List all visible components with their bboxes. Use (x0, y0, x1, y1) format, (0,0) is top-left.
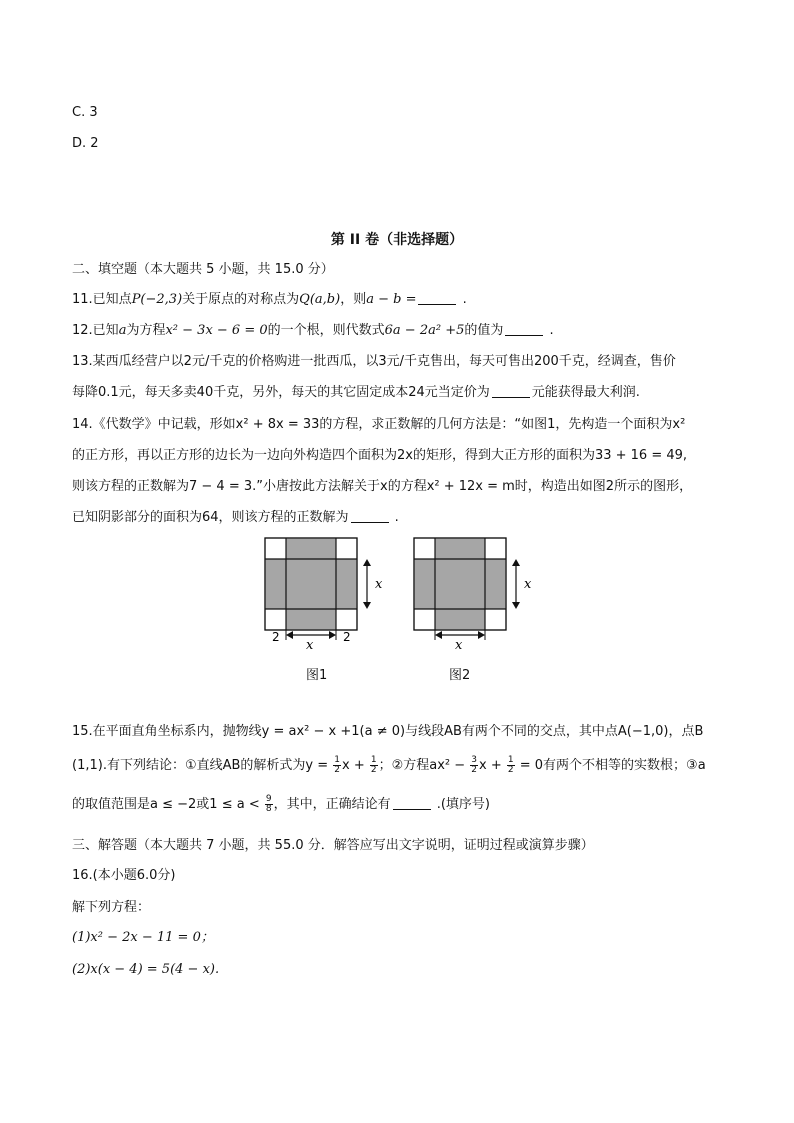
q15-line3-b: ，其中，正确结论有 (273, 797, 391, 812)
q15-line3-a: 的取值范围是a ≤ −2或1 ≤ a < (72, 797, 264, 812)
question-14-line-1: 14.《代数学》中记载，形如x² + 8x = 33的方程，求正数解的几何方法是：“如图1，先构造一个面积为x² (72, 417, 686, 432)
q15-line2-a: (1,1).有下列结论：①直线AB的解析式为y = (72, 758, 333, 773)
option-c: C. 3 (72, 105, 98, 120)
q11-mid2: ，则 (340, 292, 367, 307)
question-13-line-1: 13.某西瓜经营户以2元/千克的价格购进一批西瓜，以3元/千克售出，每天可售出200千克，经调查，售价 (72, 354, 676, 369)
q12-var: a (118, 323, 127, 338)
q11-mid: 关于原点的对称点为 (182, 292, 300, 307)
q12-equation: x² − 3x − 6 = 0 (165, 323, 268, 338)
question-11 (72, 291, 467, 309)
q15-line2-c: ；②方程ax² − (378, 758, 470, 773)
q11-point-p: P(−2,3) (131, 292, 183, 307)
q12-mid3: 的值为 (464, 323, 504, 338)
q12-expr: 6a − 2a² +5 (384, 323, 465, 338)
q12-mid: 为方程 (126, 323, 166, 338)
q11-prefix: 11.已知点 (72, 292, 132, 307)
answer-blank (492, 385, 530, 398)
answer-blank (505, 323, 543, 336)
answer-blank (351, 510, 389, 523)
figure-1-diagram (262, 535, 392, 653)
q15-line2-e: = 0有两个不相等的实数根；③a (515, 758, 706, 773)
fraction: $\frac{1}{2}$ (334, 755, 341, 775)
fraction: $\frac{1}{2}$ (370, 755, 377, 775)
figure-2-caption: 图2 (449, 668, 471, 683)
fraction: $\frac{3}{2}$ (471, 755, 478, 775)
q12-prefix: 12.已知 (72, 323, 119, 338)
fraction: $\frac{1}{2}$ (507, 755, 514, 775)
question-15-line-1: 15.在平面直角坐标系内，抛物线y = ax² − x +1(a ≠ 0)与线段AB有两个不同的交点，其中点A(−1,0)，点B (72, 724, 704, 739)
question-14-line-4 (72, 509, 399, 527)
q11-expr: a − b = (366, 292, 417, 307)
option-d: D. 2 (72, 136, 99, 151)
question-16-part-2: (2)x(x − 4) = 5(4 − x). (72, 962, 220, 977)
q12-end: . (545, 323, 554, 338)
q11-end: . (458, 292, 467, 307)
answer-blank (418, 292, 456, 305)
q15-line2-b: x + (342, 758, 369, 773)
shaded-horizontal-band (265, 559, 357, 609)
fig1-corner-left-label: 2 (272, 630, 280, 644)
question-14-line-2: 的正方形，再以正方形的边长为一边向外构造四个面积为2x的矩形，得到大正方形的面积为33 + 16 = 49, (72, 448, 688, 463)
q12-mid2: 的一个根，则代数式 (267, 323, 385, 338)
section-header-solve: 三、解答题（本大题共 7 小题，共 55.0 分．解答应写出文字说明，证明过程或演算步骤） (72, 838, 594, 853)
q15-line2-d: x + (479, 758, 506, 773)
answer-blank (393, 797, 431, 810)
fig1-bottom-label: x (306, 638, 314, 653)
figure-1-caption: 图1 (306, 668, 328, 683)
q13-line2-b: 元能获得最大利润. (531, 385, 640, 400)
question-12 (72, 322, 554, 340)
q15-line3-c: .(填序号) (432, 797, 491, 812)
q14-line4-a: 已知阴影部分的面积为64，则该方程的正数解为 (72, 510, 349, 525)
question-16-title: 16.(本小题6.0分) (72, 868, 176, 883)
q13-line2-a: 每降0.1元，每天多卖40千克，另外，每天的其它固定成本24元当定价为 (72, 385, 490, 400)
figure-2-diagram (411, 535, 541, 653)
q14-line4-b: . (390, 510, 399, 525)
question-16-part-1: (1)x² − 2x − 11 = 0； (72, 930, 214, 945)
question-15-line-3 (72, 795, 490, 814)
fraction: $\frac{9}{8}$ (265, 794, 272, 814)
fig1-side-label: x (375, 577, 383, 592)
fig2-side-label: x (524, 577, 532, 592)
shaded-horizontal-band (414, 559, 506, 609)
question-15-line-2 (72, 756, 706, 775)
question-14-line-3: 则该方程的正数解为7 − 4 = 3.”小唐按此方法解关于x的方程x² + 12x = m时，构造出如图2所示的图形， (72, 479, 693, 494)
section-title: 第 II 卷（非选择题） (330, 232, 464, 248)
q11-point-q: Q(a,b) (299, 292, 341, 307)
fig2-bottom-label: x (455, 638, 463, 653)
question-13-line-2 (72, 384, 640, 402)
section-header-fill-blank: 二、填空题（本大题共 5 小题，共 15.0 分） (72, 262, 334, 277)
question-16-prompt: 解下列方程： (72, 900, 151, 915)
fig1-corner-right-label: 2 (343, 630, 351, 644)
